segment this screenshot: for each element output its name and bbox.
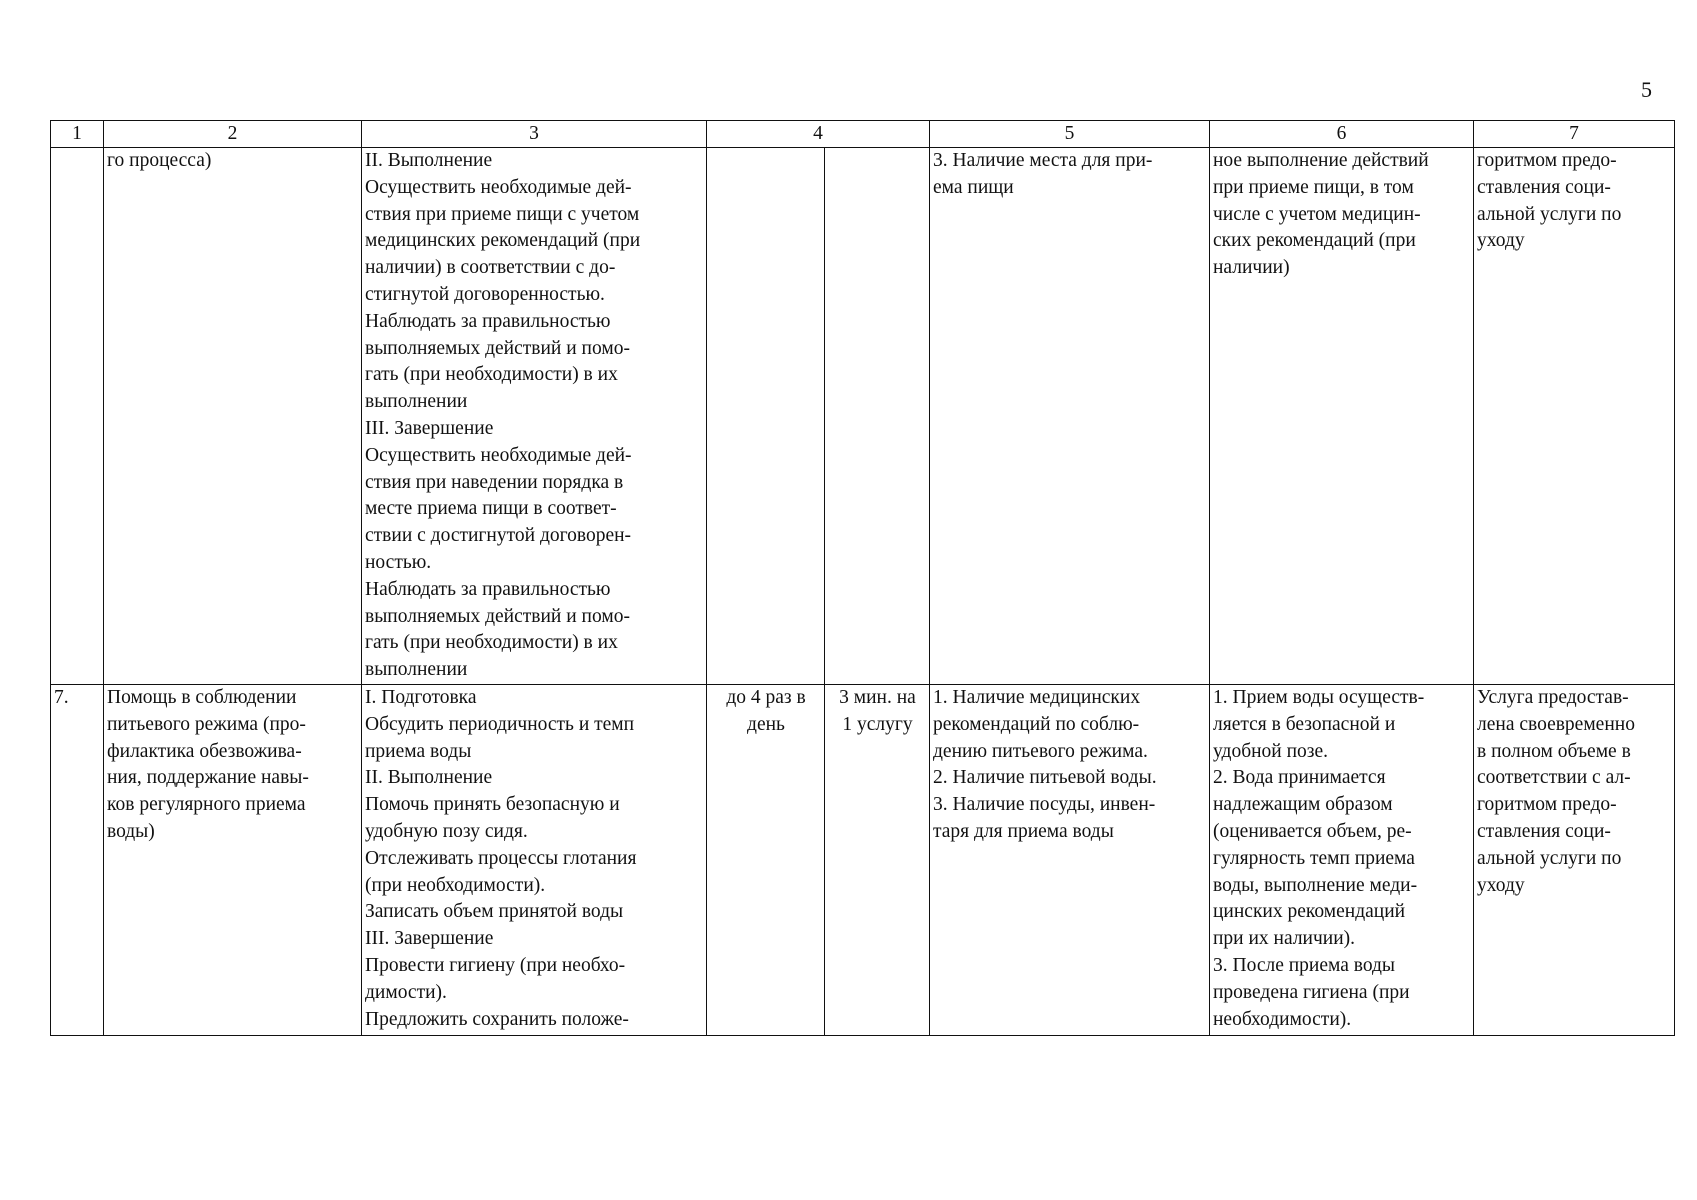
header-cell-5: 5: [930, 121, 1210, 148]
header-cell-6: 6: [1210, 121, 1474, 148]
service-name-cell: Помощь в соблюдении питьевого режима (про- филактика обезвожива- ния, поддержание навы- ков регулярного приема воды): [104, 684, 362, 1035]
header-cell-1: 1: [51, 121, 104, 148]
services-table: [50, 120, 1675, 1036]
frequency-cell: до 4 раз в день: [707, 684, 825, 1035]
duration-cell: [825, 148, 930, 685]
quality-cell: горитмом предо- ставления соци- альной услуги по уходу: [1474, 148, 1675, 685]
page-number: 5: [1641, 77, 1652, 102]
row-number-cell: 7.: [51, 684, 104, 1035]
result-cell: 1. Прием воды осуществ- ляется в безопасной и удобной позе. 2. Вода принимается надлежащим образом (оценивается объем, ре- гулярность темп приема воды, выполнение меди- цинских рекомендаций при их наличии). 3. После приема воды проведена гигиена (при необходимости).: [1210, 684, 1474, 1035]
table-header-row: [51, 121, 1675, 148]
header-cell-7: 7: [1474, 121, 1675, 148]
table-row: [51, 148, 1675, 685]
conditions-cell: 3. Наличие места для при- ема пищи: [930, 148, 1210, 685]
service-name-cell: го процесса): [104, 148, 362, 685]
row-number-cell: [51, 148, 104, 685]
conditions-cell: 1. Наличие медицинских рекомендаций по соблю- дению питьевого режима. 2. Наличие питьевой воды. 3. Наличие посуды, инвен- таря для приема воды: [930, 684, 1210, 1035]
header-cell-3: 3: [362, 121, 707, 148]
service-steps-cell: I. Подготовка Обсудить периодичность и темп приема воды II. Выполнение Помочь принять безопасную и удобную позу сидя. Отслеживать процессы глотания (при необходимости). Записать объем принятой воды III. Завершение Провести гигиену (при необхо- димости). Предложить сохранить положе-: [362, 684, 707, 1035]
frequency-cell: [707, 148, 825, 685]
service-steps-cell: II. Выполнение Осуществить необходимые дей- ствия при приеме пищи с учетом медицинских рекомендаций (при наличии) в соответствии с до- стигнутой договоренностью. Наблюдать за правильностью выполняемых действий и помо- гать (при необходимости) в их выполнении III. Завершение Осуществить необходимые дей- ствия при наведении порядка в месте приема пищи в соответ- ствии с достигнутой договорен- ностью. Наблюдать за правильностью выполняемых действий и помо- гать (при необходимости) в их выполнении: [362, 148, 707, 685]
duration-cell: 3 мин. на 1 услугу: [825, 684, 930, 1035]
header-cell-2: 2: [104, 121, 362, 148]
header-cell-4: 4: [707, 121, 930, 148]
result-cell: ное выполнение действий при приеме пищи, в том числе с учетом медицин- ских рекомендаций (при наличии): [1210, 148, 1474, 685]
table-row: [51, 684, 1675, 1035]
quality-cell: Услуга предостав- лена своевременно в полном объеме в соответствии с ал- горитмом предо- ставления соци- альной услуги по уходу: [1474, 684, 1675, 1035]
